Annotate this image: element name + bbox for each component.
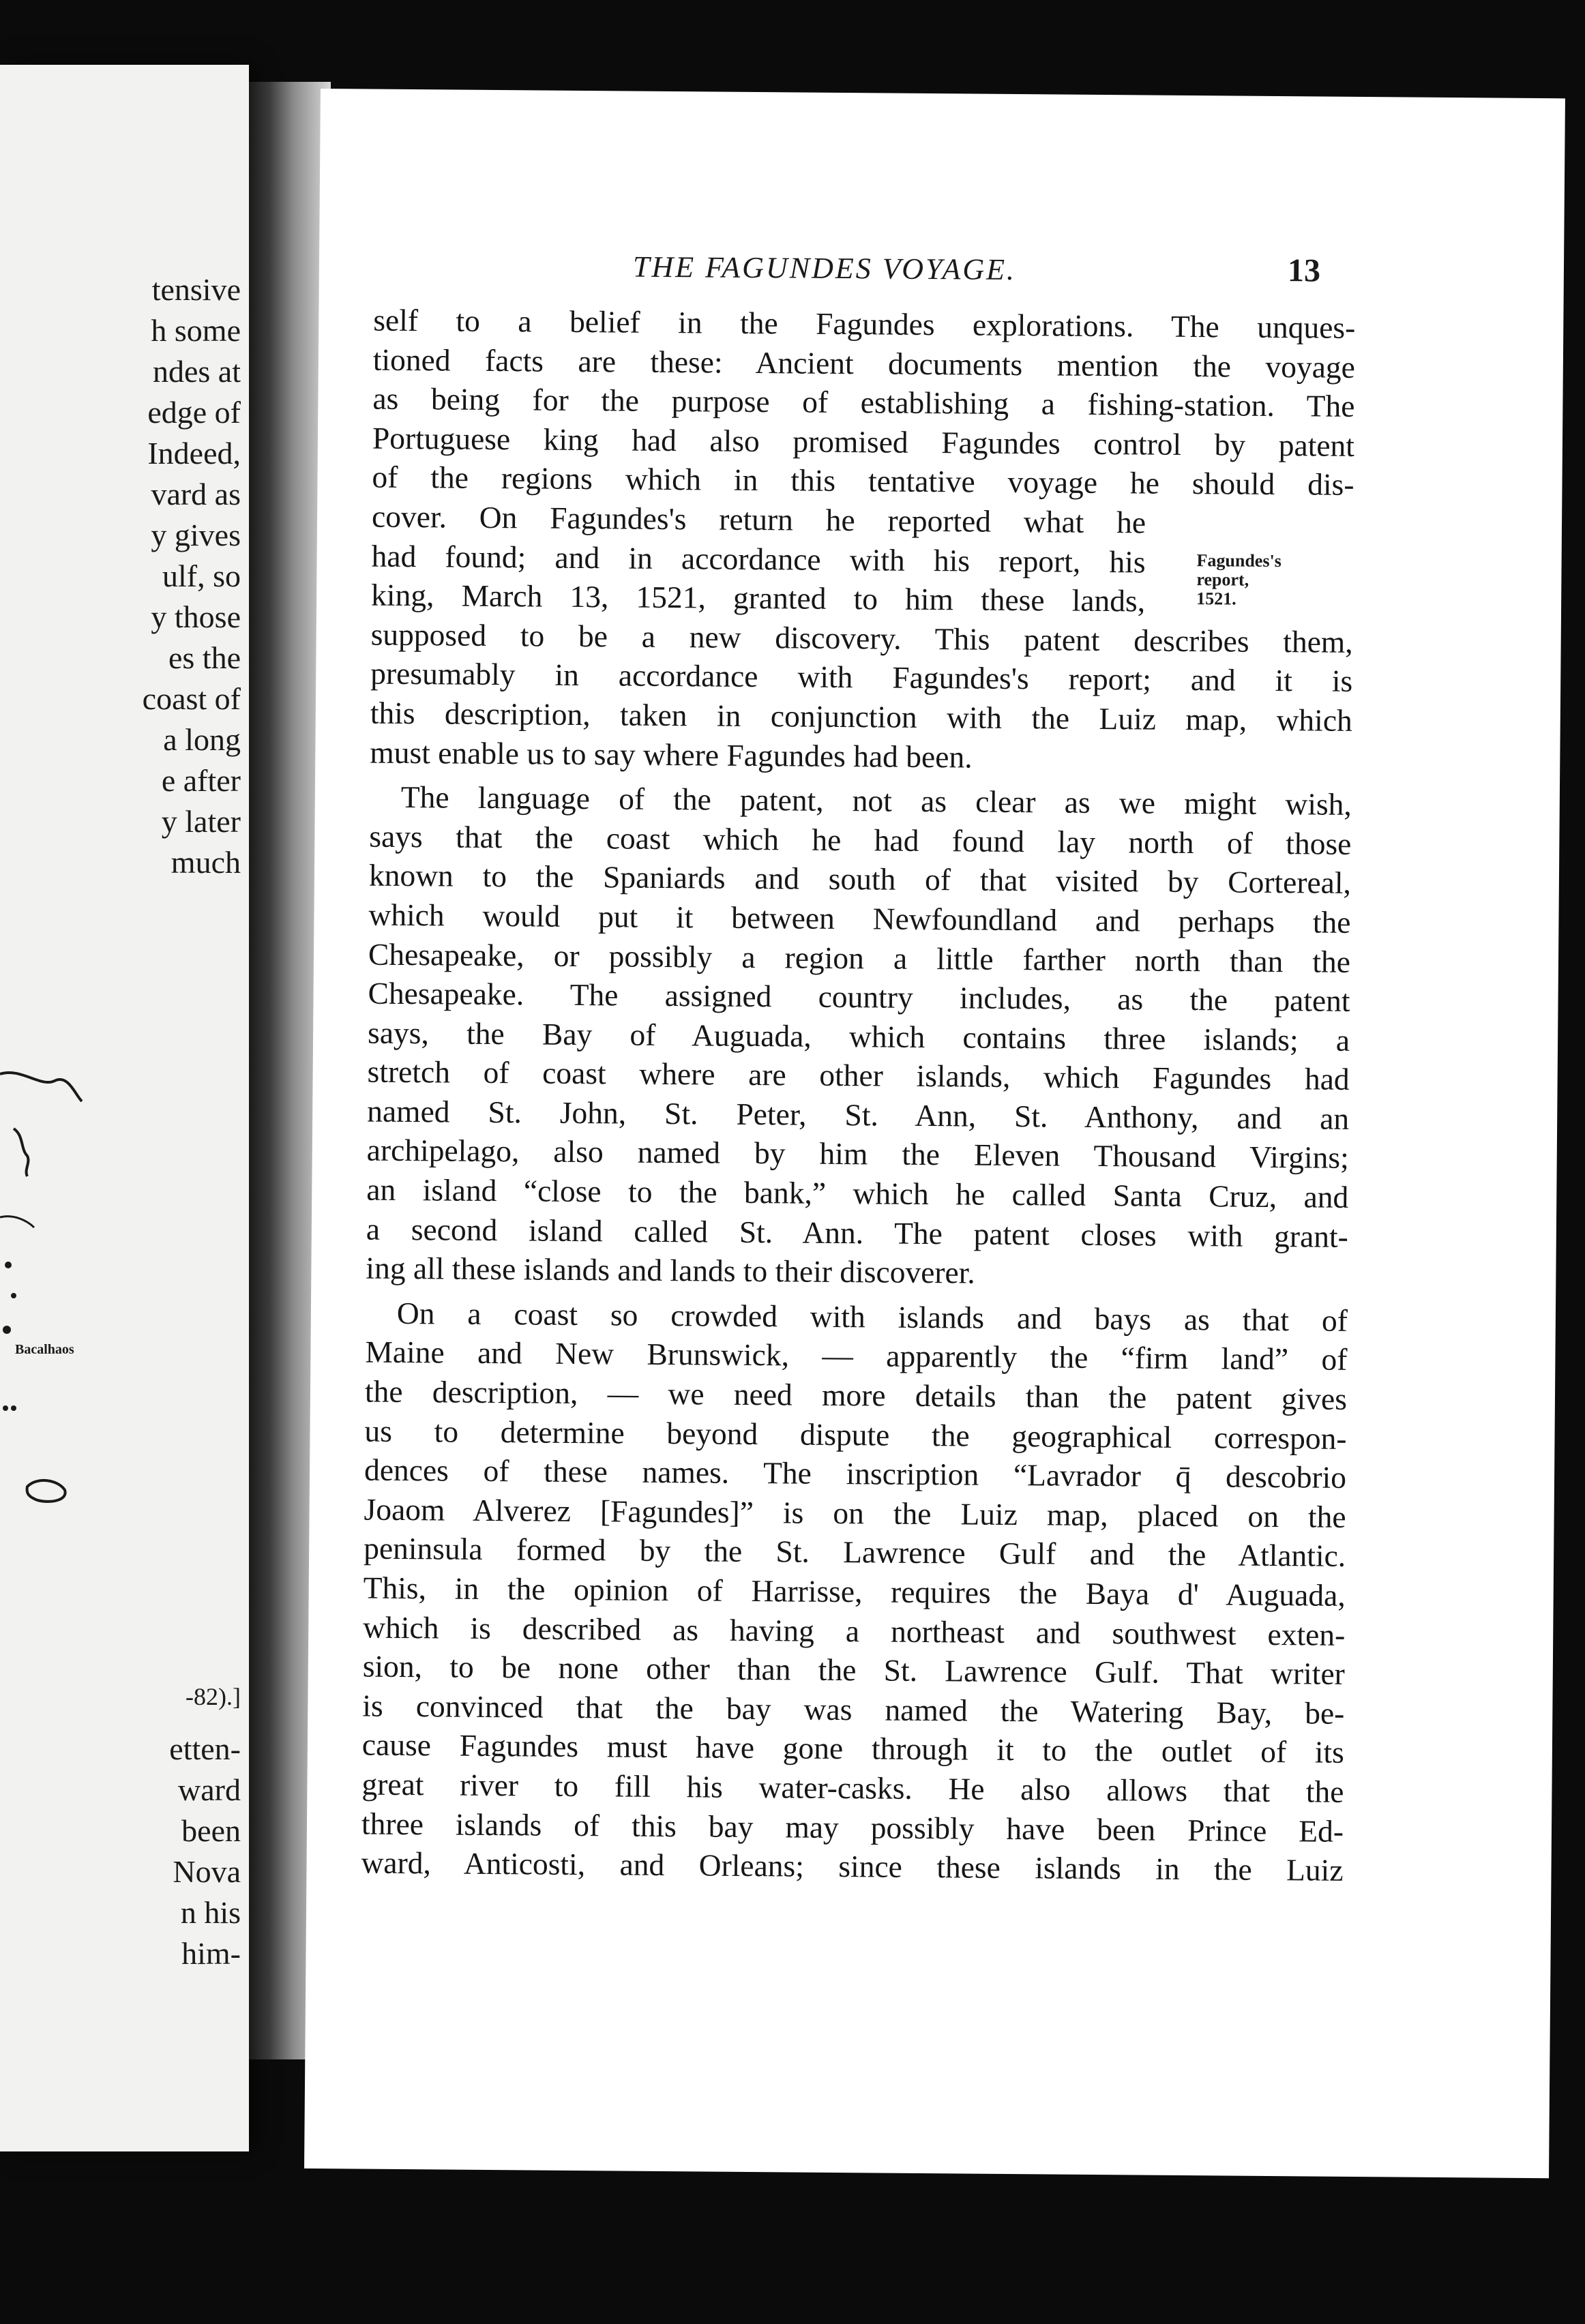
text-line: cover. On Fagundes's return he reported what he xyxy=(371,498,1146,540)
text-line: says that the coast which he had found lay north of those xyxy=(369,818,1352,861)
text-line: which is described as having a northeast and southwest exten- xyxy=(363,1609,1346,1652)
left-page-text-bottom xyxy=(17,1729,249,1974)
text-line: ing all these islands and lands to their discoverer. xyxy=(366,1250,975,1290)
text-line: must enable us to say where Fagundes had been. xyxy=(370,734,973,775)
text-line: stretch of coast where are other islands, which Fagundes had xyxy=(367,1054,1350,1097)
margin-note-line: 1521. xyxy=(1196,589,1236,609)
text-line: the description, — we need more details than the patent gives xyxy=(364,1373,1348,1416)
margin-note-line: report, xyxy=(1196,569,1249,590)
left-line: vard as xyxy=(151,477,241,511)
text-line: three islands of this bay may possibly have been Prince Ed- xyxy=(361,1806,1344,1849)
text-line: says, the Bay of Auguada, which contains three islands; a xyxy=(367,1015,1350,1058)
left-line: ulf, so xyxy=(162,558,241,593)
running-head: THE FAGUNDES VOYAGE. xyxy=(632,250,1017,287)
text-line: tioned facts are these: Ancient documents mention the voyage xyxy=(372,342,1356,385)
text-line: of the regions which in this tentative voyage he should dis- xyxy=(372,459,1354,503)
left-line: y later xyxy=(161,804,241,839)
text-line: us to determine beyond dispute the geographical correspon- xyxy=(364,1413,1347,1456)
text-line: as being for the purpose of establishing a fishing-station. The xyxy=(372,381,1355,424)
left-map-caption: -82).] xyxy=(186,1683,241,1710)
left-line: etten- xyxy=(169,1731,241,1766)
text-line: a second island called St. Ann. The patent closes with grant- xyxy=(366,1211,1349,1254)
text-line: had found; and in accordance with his report, his xyxy=(371,538,1146,580)
body-text xyxy=(361,301,1355,1890)
text-line: Portuguese king had also promised Fagundes control by patent xyxy=(372,420,1355,463)
text-line: an island “close to the bank,” which he called Santa Cruz, and xyxy=(366,1172,1349,1215)
left-page-text-top xyxy=(17,269,249,883)
left-line: been xyxy=(181,1813,241,1848)
text-line: Joaom Alverez [Fagundes]” is on the Luiz map, placed on the xyxy=(364,1491,1346,1534)
text-line: This, in the opinion of Harrisse, requires the Baya d' Auguada, xyxy=(363,1570,1346,1613)
left-facing-page xyxy=(0,65,249,2151)
text-line: Chesapeake. The assigned country includes, as the patent xyxy=(368,975,1350,1018)
left-line: Indeed, xyxy=(147,436,241,471)
text-line: peninsula formed by the St. Lawrence Gulf and the Atlantic. xyxy=(363,1530,1346,1574)
left-line: a long xyxy=(163,722,241,757)
text-line: archipelago, also named by him the Eleven Thousand Virgins; xyxy=(366,1133,1349,1176)
text-line: is convinced that the bay was named the Watering Bay, be- xyxy=(362,1688,1345,1731)
text-line: ward, Anticosti, and Orleans; since these islands in the Luiz xyxy=(361,1845,1344,1888)
left-line: n his xyxy=(180,1895,241,1930)
text-line: Maine and New Brunswick, — apparently the “firm land” of xyxy=(365,1335,1348,1377)
text-line: which would put it between Newfoundland and perhaps the xyxy=(368,897,1351,940)
page-number: 13 xyxy=(1287,252,1321,289)
left-line: es the xyxy=(168,640,241,675)
text-line: king, March 13, 1521, granted to him these lands, xyxy=(370,577,1146,619)
text-line: dences of these names. The inscription “Lavrador q̄ descobrio xyxy=(364,1452,1347,1495)
left-line: y those xyxy=(151,599,241,634)
left-line: edge of xyxy=(147,395,241,430)
left-line: tensive xyxy=(151,272,241,307)
left-line: much xyxy=(171,845,241,880)
left-line: ward xyxy=(178,1772,241,1807)
left-line: coast of xyxy=(142,681,241,716)
text-line: known to the Spaniards and south of that visited by Cortereal, xyxy=(368,857,1352,901)
text-line: Chesapeake, or possibly a region a little farther north than the xyxy=(368,936,1351,979)
text-line: great river to fill his water-casks. He also allows that the xyxy=(361,1766,1344,1809)
left-line: e after xyxy=(161,763,241,798)
left-line: h some xyxy=(151,313,241,348)
left-line: ndes at xyxy=(152,354,241,389)
paragraph-start-line: On a coast so crowded with islands and bays as that of xyxy=(396,1295,1348,1338)
text-line: this description, taken in conjunction with the Luiz map, which xyxy=(370,695,1352,738)
text-line: named St. John, St. Peter, St. Ann, St. Anthony, and an xyxy=(367,1093,1350,1136)
left-line: him- xyxy=(181,1936,241,1971)
text-line: cause Fagundes must have gone through it to the outlet of its xyxy=(361,1727,1345,1770)
text-line: self to a belief in the Fagundes explorations. The unques- xyxy=(373,302,1356,345)
text-line: sion, to be none other than the St. Lawrence Gulf. That writer xyxy=(362,1648,1345,1692)
map-label: Bacalhaos xyxy=(15,1342,74,1357)
margin-note-line: Fagundes's xyxy=(1196,550,1282,571)
text-line: presumably in accordance with Fagundes's report; and it is xyxy=(370,655,1353,699)
map-fragment xyxy=(0,1047,136,1538)
left-line: Nova xyxy=(173,1854,241,1889)
paragraph-start-line: The language of the patent, not as clear as we might wish, xyxy=(400,779,1352,822)
right-page xyxy=(304,89,1565,2178)
text-line: supposed to be a new discovery. This patent describes them, xyxy=(370,616,1353,659)
left-line: y gives xyxy=(151,518,241,552)
